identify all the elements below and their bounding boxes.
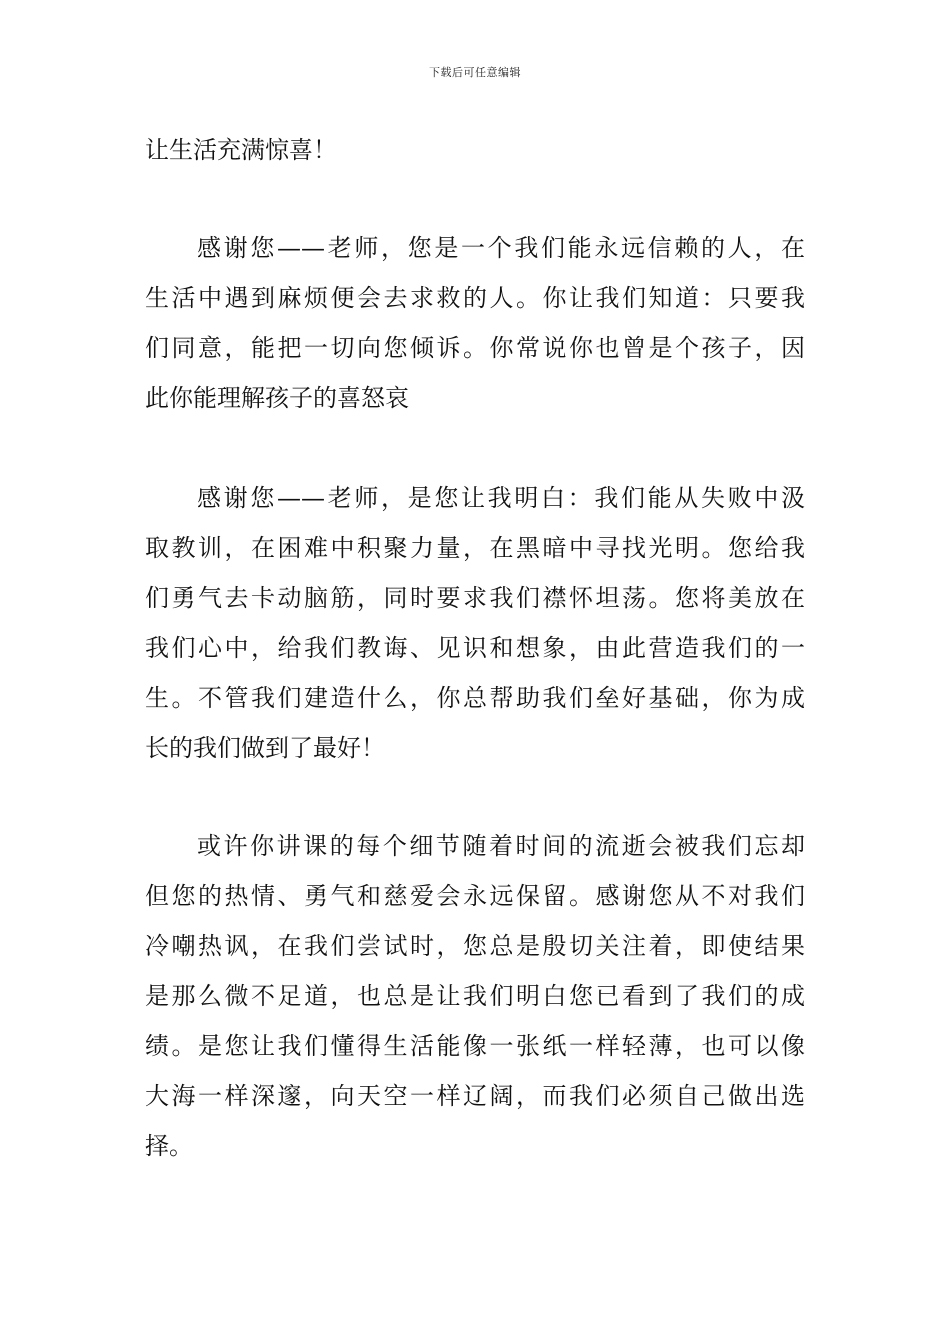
- text-line: 冷嘲热讽，在我们尝试时，您总是殷切关注着，即使结果: [145, 932, 805, 960]
- text-line: 让生活充满惊喜！: [145, 136, 337, 164]
- text-line: 生。不管我们建造什么，你总帮助我们垒好基础，你为成: [145, 684, 805, 712]
- text-line: 感谢您——老师，是您让我明白：我们能从失败中汲: [197, 484, 805, 512]
- text-line: 是那么微不足道，也总是让我们明白您已看到了我们的成: [145, 982, 805, 1010]
- text-line: 或许你讲课的每个细节随着时间的流逝会被我们忘却: [197, 832, 805, 860]
- text-line: 们同意，能把一切向您倾诉。你常说你也曾是个孩子，因: [145, 334, 805, 362]
- text-line: 择。: [145, 1132, 193, 1160]
- text-line: 我们心中，给我们教诲、见识和想象，由此营造我们的一: [145, 634, 805, 662]
- text-line: 取教训，在困难中积聚力量，在黑暗中寻找光明。您给我: [145, 534, 805, 562]
- page-header: 下载后可任意编辑: [429, 66, 521, 79]
- text-line: 们勇气去卡动脑筋，同时要求我们襟怀坦荡。您将美放在: [145, 584, 805, 612]
- text-line: 生活中遇到麻烦便会去求救的人。你让我们知道：只要我: [145, 284, 805, 312]
- text-line: 长的我们做到了最好！: [145, 734, 385, 762]
- text-line: 感谢您——老师，您是一个我们能永远信赖的人，在: [197, 234, 805, 262]
- text-line: 此你能理解孩子的喜怒哀: [145, 384, 409, 412]
- text-line: 但您的热情、勇气和慈爱会永远保留。感谢您从不对我们: [145, 882, 805, 910]
- text-line: 大海一样深邃，向天空一样辽阔，而我们必须自己做出选: [145, 1082, 805, 1110]
- text-line: 绩。是您让我们懂得生活能像一张纸一样轻薄，也可以像: [145, 1032, 805, 1060]
